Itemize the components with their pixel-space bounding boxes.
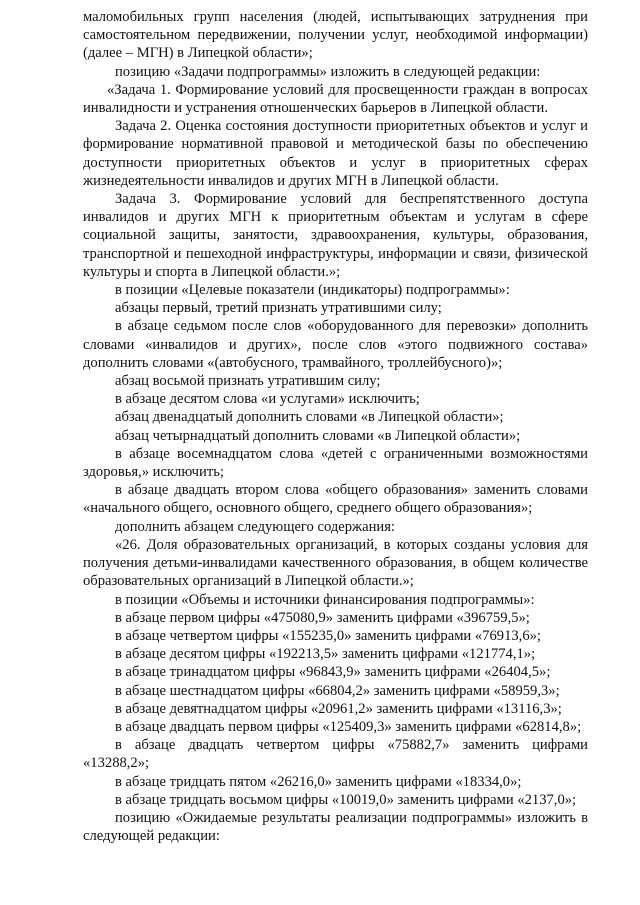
- paragraph: позицию «Ожидаемые результаты реализации подпрограммы» изложить в следующей редакции:: [83, 809, 588, 845]
- paragraph: «26. Доля образовательных организаций, в которых созданы условия для получения детьми-инвалидами качественного образования, в общем количестве образовательных организаций в Липецкой области.»;: [83, 536, 588, 590]
- paragraph: в абзаце десятом цифры «192213,5» заменить цифрами «121774,1»;: [115, 646, 536, 663]
- paragraph: в абзаце девятнадцатом цифры «20961,2» заменить цифрами «13116,3»;: [115, 700, 562, 717]
- paragraph: Задача 2. Оценка состояния доступности приоритетных объектов и услуг и формирование нормативной правовой и методической базы по обеспечению доступности приоритетных объектов и услуг в приоритетных сферах жизнедеятельности инвалидов и других МГН в Липецкой области.: [83, 118, 588, 189]
- paragraph: в позиции «Целевые показатели (индикаторы) подпрограммы»:: [115, 282, 510, 299]
- paragraph: в абзаце восемнадцатом слова «детей с ограниченными возможностями здоровья,» исключить;: [83, 445, 588, 481]
- paragraph: в абзаце первом цифры «475080,9» заменить цифрами «396759,5»;: [115, 609, 530, 626]
- paragraph: в абзаце четвертом цифры «155235,0» заменить цифрами «76913,6»;: [115, 627, 541, 644]
- paragraph: абзац двенадцатый дополнить словами «в Липецкой области»;: [115, 409, 504, 426]
- paragraph: Задача 3. Формирование условий для беспрепятственного доступа инвалидов и других МГН к приоритетным объектам и услугам в сфере социальной защиты, занятости, здравоохранения, культуры, образования, транспортной и пешеходной инфраструктуры, информации и связи, физической культуры и спорта в Липецкой области.»;: [83, 191, 588, 280]
- paragraph: в позиции «Объемы и источники финансирования подпрограммы»:: [115, 591, 535, 608]
- paragraph: в абзаце тридцать пятом «26216,0» заменить цифрами «18334,0»;: [115, 773, 522, 790]
- paragraph: в абзаце тридцать восьмом цифры «10019,0» заменить цифрами «2137,0»;: [115, 791, 577, 808]
- paragraph: абзацы первый, третий признать утратившими силу;: [115, 300, 442, 317]
- paragraph: в абзаце двадцать четвертом цифры «75882,7» заменить цифрами «13288,2»;: [83, 737, 588, 772]
- paragraph: в абзаце седьмом после слов «оборудованного для перевозки» дополнить словами «инвалидов и других», после слов «этого подвижного состава» дополнить словами «(автобусного, трамвайного, троллейбусного)»;: [83, 318, 588, 371]
- paragraph: абзац четырнадцатый дополнить словами «в Липецкой области»;: [115, 427, 521, 444]
- paragraph: в абзаце тринадцатом цифры «96843,9» заменить цифрами «26404,5»;: [115, 664, 551, 681]
- paragraph: маломобильных групп населения (людей, испытывающих затруднения при самостоятельном передвижении, получении услуг, необходимой информации) (далее – МГН) в Липецкой области»;: [83, 9, 588, 62]
- paragraph: абзац восьмой признать утратившим силу;: [115, 373, 381, 390]
- paragraph: дополнить абзацем следующего содержания:: [115, 518, 395, 535]
- paragraph: позицию «Задачи подпрограммы» изложить в следующей редакции:: [115, 63, 541, 80]
- paragraph: в абзаце десятом слова «и услугами» исключить;: [115, 391, 420, 408]
- paragraph: в абзаце двадцать первом цифры «125409,3» заменить цифрами «62814,8»;: [115, 718, 582, 735]
- paragraph: в абзаце двадцать втором слова «общего образования» заменить словами «начального общего, основного общего, среднего общего образования»;: [83, 482, 588, 517]
- paragraph: «Задача 1. Формирование условий для просвещенности граждан в вопросах инвалидности и устранения отношенческих барьеров в Липецкой области.: [83, 81, 588, 117]
- paragraph: в абзаце шестнадцатом цифры «66804,2» заменить цифрами «58959,3»;: [115, 682, 560, 699]
